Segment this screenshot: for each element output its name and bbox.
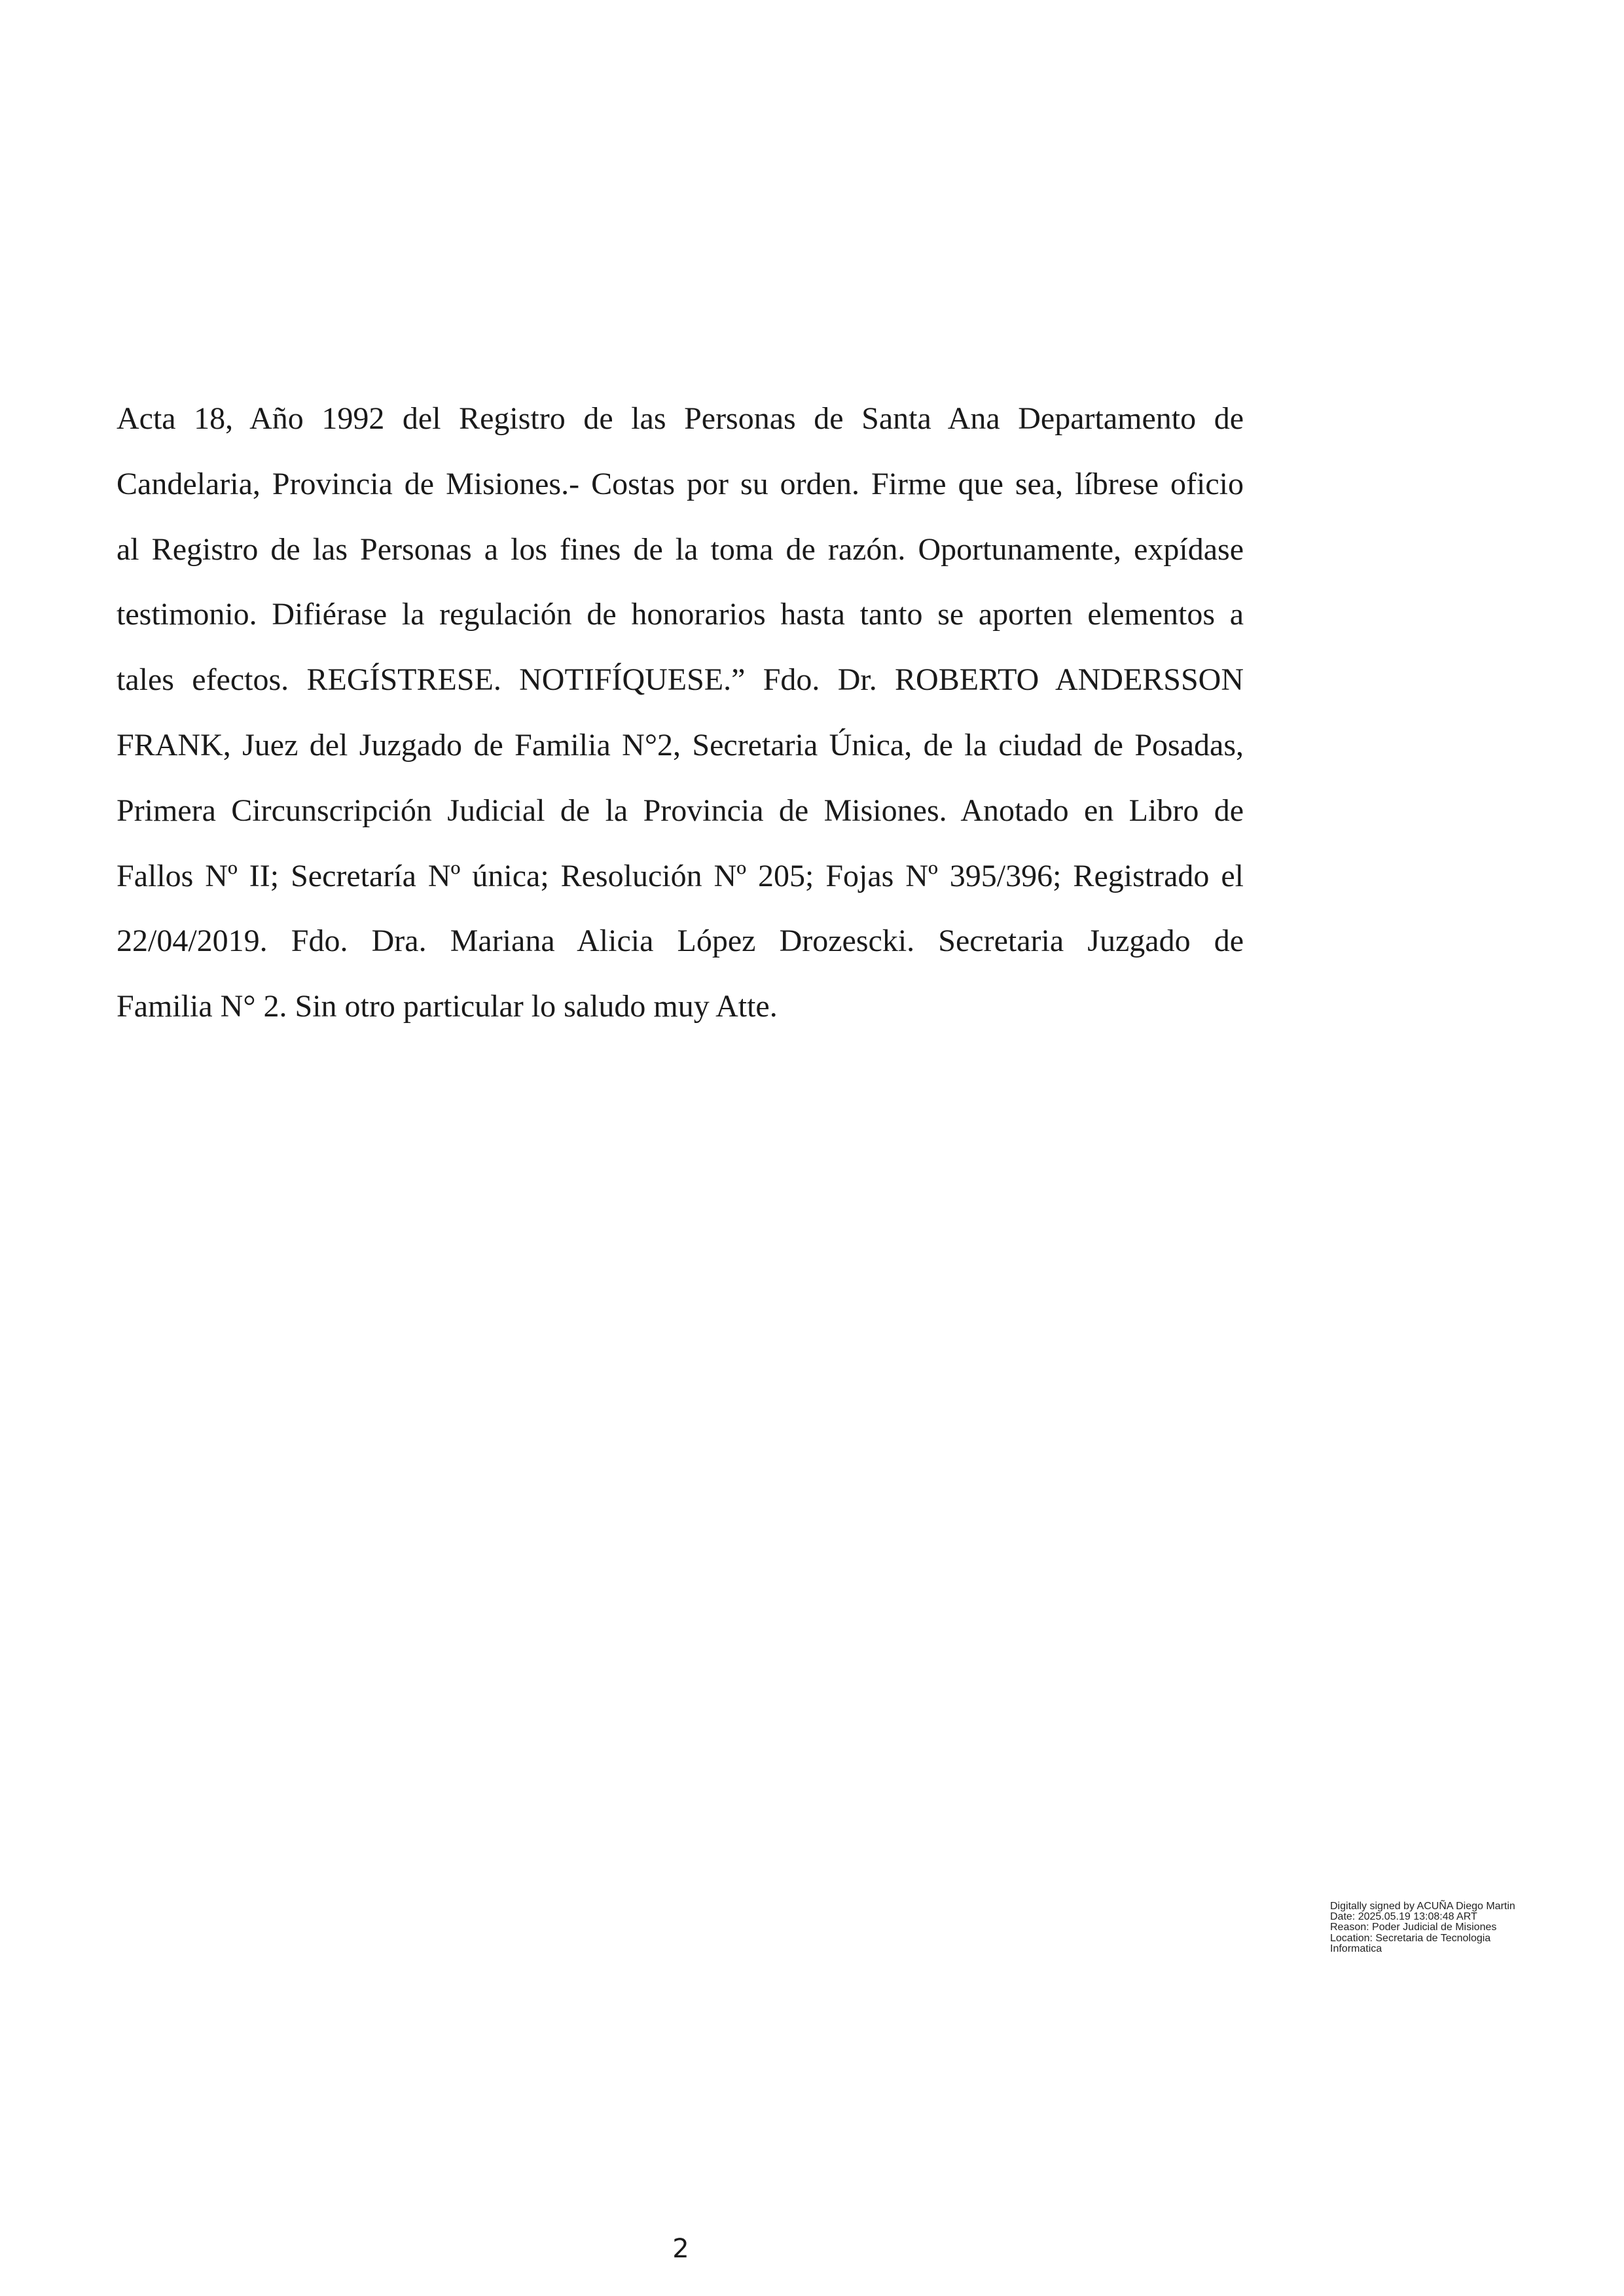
- body-line-4: testimonio. Difiérase la regulación de honorarios hasta tanto se aporten elementos a: [117, 597, 1244, 632]
- body-line-2: Candelaria, Provincia de Misiones.- Costas por su orden. Firme que sea, líbrese oficio: [117, 466, 1244, 501]
- body-line-3: al Registro de las Personas a los fines de la toma de razón. Oportunamente, expídase: [117, 531, 1244, 567]
- signature-location: Location: Secretaria de Tecnologia: [1330, 1932, 1491, 1944]
- body-line-1: Acta 18, Año 1992 del Registro de las Personas de Santa Ana Departamento de: [117, 401, 1244, 436]
- digital-signature-block: [1330, 1901, 1566, 1954]
- signature-reason: Reason: Poder Judicial de Misiones: [1330, 1922, 1497, 1933]
- body-line-8: Fallos Nº II; Secretaría Nº única; Resolución Nº 205; Fojas Nº 395/396; Registrado el: [117, 858, 1244, 893]
- body-line-10: Familia N° 2. Sin otro particular lo saludo muy Atte.: [117, 989, 778, 1024]
- body-paragraph: [117, 386, 1244, 1039]
- page-number: 2: [672, 2234, 689, 2264]
- signature-location-cont: Informatica: [1330, 1943, 1382, 1954]
- body-line-5: tales efectos. REGÍSTRESE. NOTIFÍQUESE.” Fdo. Dr. ROBERTO ANDERSSON: [117, 662, 1244, 698]
- signature-date: Date: 2025.05.19 13:08:48 ART: [1330, 1911, 1477, 1923]
- signature-signed-by: Digitally signed by ACUÑA Diego Martin: [1330, 1901, 1515, 1912]
- body-line-6: FRANK, Juez del Juzgado de Familia N°2, Secretaria Única, de la ciudad de Posadas,: [117, 727, 1244, 762]
- body-line-9: 22/04/2019. Fdo. Dra. Mariana Alicia López Drozescki. Secretaria Juzgado de: [117, 924, 1244, 959]
- body-line-7: Primera Circunscripción Judicial de la Provincia de Misiones. Anotado en Libro de: [117, 793, 1244, 828]
